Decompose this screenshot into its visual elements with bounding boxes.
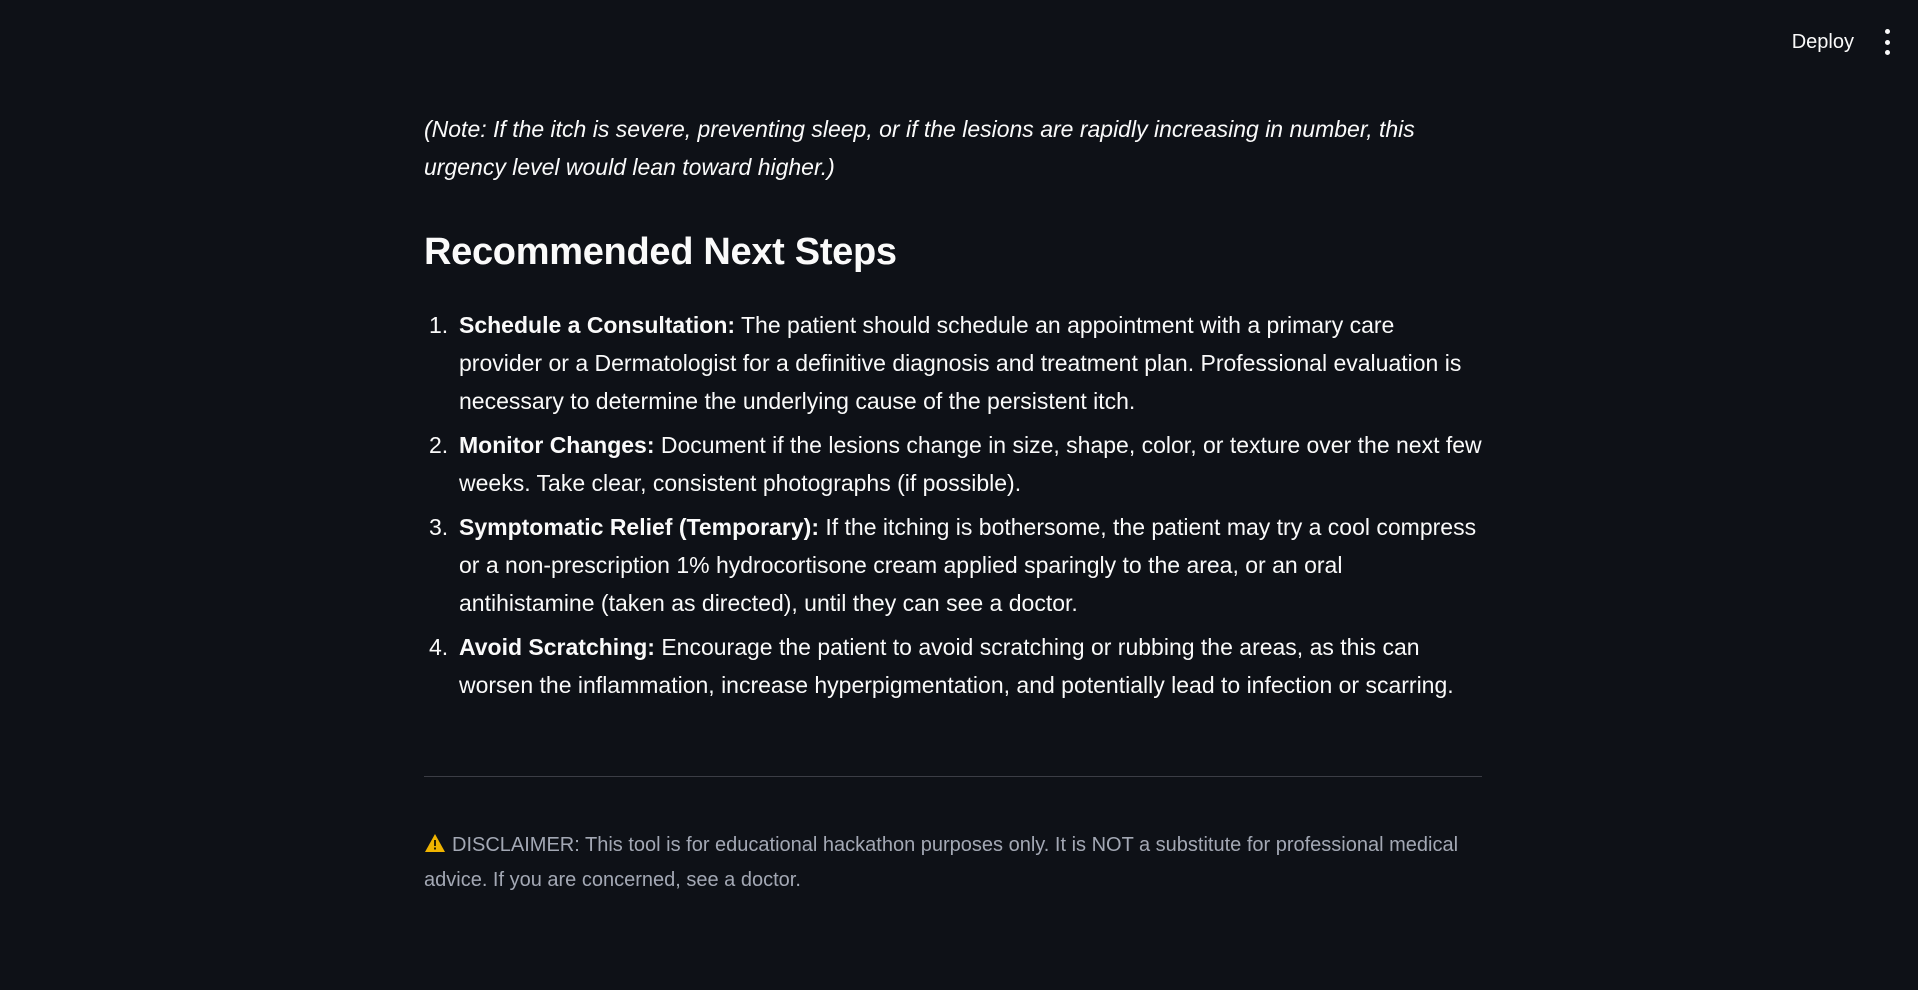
main-content bbox=[424, 110, 1482, 897]
header-toolbar bbox=[1788, 0, 1918, 86]
vertical-ellipsis-icon[interactable] bbox=[1878, 29, 1896, 55]
step-title: Avoid Scratching: bbox=[459, 634, 655, 660]
step-text: The patient should schedule an appointment with a primary care provider or a Dermatologist for a definitive diagnosis and treatment plan. Professional evaluation is necessary to determine the underlying cause of the persistent itch. bbox=[459, 312, 1462, 414]
step-title: Schedule a Consultation: bbox=[459, 312, 736, 338]
list-item bbox=[424, 508, 1482, 622]
disclaimer-text: DISCLAIMER: This tool is for educational hackathon purposes only. It is NOT a substitute for professional medical advice. If you are concerned, see a doctor. bbox=[424, 834, 1459, 891]
step-text: If the itching is bothersome, the patient may try a cool compress or a non-prescription 1% hydrocortisone cream applied sparingly to the area, or an oral antihistamine (taken as directed), until they can see a doctor. bbox=[459, 514, 1477, 616]
step-body bbox=[459, 508, 1482, 622]
step-number: 2. bbox=[429, 432, 449, 458]
step-text: Document if the lesions change in size, shape, color, or texture over the next few weeks. Take clear, consistent photographs (if possible). bbox=[459, 432, 1482, 496]
step-title: Monitor Changes: bbox=[459, 432, 655, 458]
step-body bbox=[459, 306, 1482, 420]
disclaimer bbox=[424, 829, 1482, 897]
step-title: Symptomatic Relief (Temporary): bbox=[459, 514, 819, 540]
list-item bbox=[424, 306, 1482, 420]
step-number: 3. bbox=[429, 514, 449, 540]
list-item bbox=[424, 628, 1482, 704]
menu-dot bbox=[1885, 50, 1890, 55]
step-number: 1. bbox=[429, 312, 449, 338]
list-item bbox=[424, 426, 1482, 502]
next-steps-list bbox=[424, 306, 1482, 704]
section-title: Recommended Next Steps bbox=[424, 231, 897, 273]
warning-icon bbox=[424, 831, 446, 864]
menu-dot bbox=[1885, 40, 1890, 45]
step-body bbox=[459, 426, 1482, 502]
step-number: 4. bbox=[429, 634, 449, 660]
step-text: Encourage the patient to avoid scratching or rubbing the areas, as this can worsen the inflammation, increase hyperpigmentation, and potentially lead to infection or scarring. bbox=[459, 634, 1454, 698]
menu-dot bbox=[1885, 29, 1890, 34]
step-body bbox=[459, 628, 1482, 704]
urgency-note: (Note: If the itch is severe, preventing sleep, or if the lesions are rapidly increasing in number, this urgency level would lean toward higher.) bbox=[424, 116, 1415, 180]
divider bbox=[424, 776, 1482, 777]
toolbar-actions bbox=[1788, 27, 1896, 58]
deploy-button[interactable]: Deploy bbox=[1791, 30, 1854, 53]
